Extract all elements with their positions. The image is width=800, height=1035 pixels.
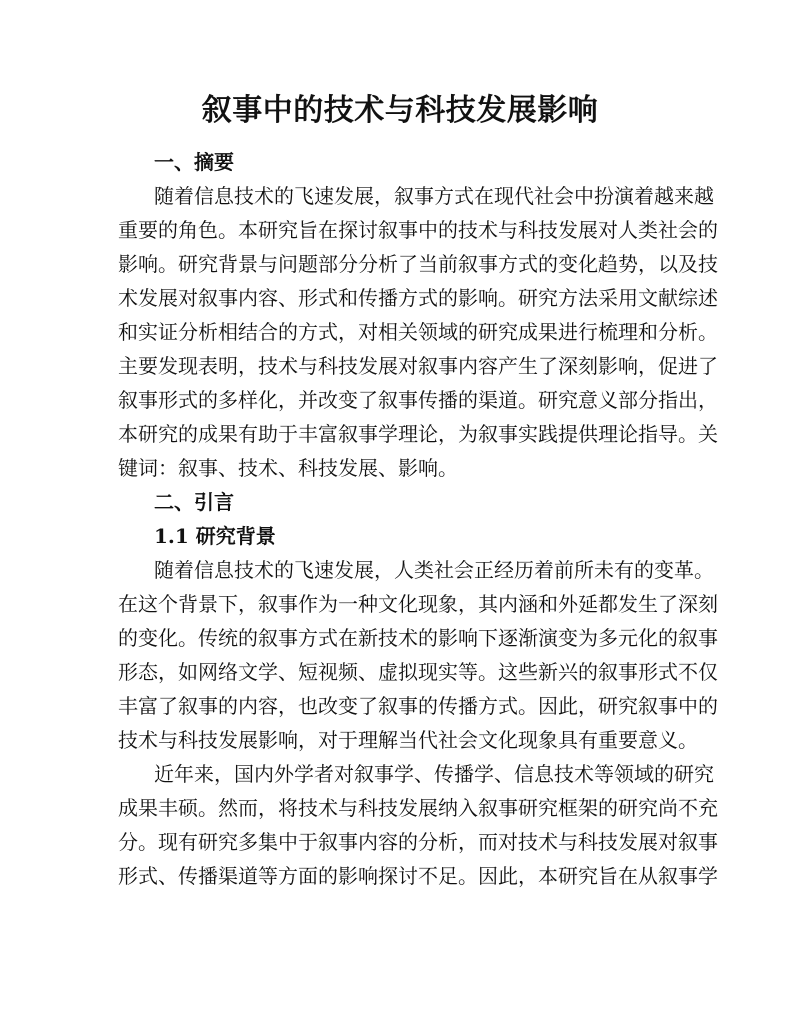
paragraph-line: 丰富了叙事的内容，也改变了叙事的传播方式。因此，研究叙事中的 (118, 694, 718, 718)
section-heading-abstract: 一、摘要 (154, 150, 234, 174)
document-title: 叙事中的技术与科技发展影响 (201, 93, 599, 128)
paragraph-line: 分。现有研究多集中于叙事内容的分析，而对技术与科技发展对叙事 (118, 830, 718, 854)
paragraph-line: 在这个背景下，叙事作为一种文化现象，其内涵和外延都发生了深刻 (118, 592, 718, 616)
background-paragraph-1 (118, 553, 718, 757)
section-heading-introduction: 二、引言 (154, 490, 234, 514)
abstract-paragraph (118, 179, 718, 485)
paragraph-line: 本研究的成果有助于丰富叙事学理论，为叙事实践提供理论指导。关 (118, 422, 718, 446)
paragraph-line: 影响。研究背景与问题部分分析了当前叙事方式的变化趋势，以及技 (118, 252, 718, 276)
background-paragraph-2 (118, 757, 718, 893)
paragraph-line: 随着信息技术的飞速发展，人类社会正经历着前所未有的变革。 (154, 558, 714, 582)
paragraph-line: 叙事形式的多样化，并改变了叙事传播的渠道。研究意义部分指出， (118, 388, 718, 412)
paragraph-line: 技术与科技发展影响，对于理解当代社会文化现象具有重要意义。 (118, 728, 698, 752)
paragraph-line: 主要发现表明，技术与科技发展对叙事内容产生了深刻影响，促进了 (118, 354, 718, 378)
paragraph-line: 形态，如网络文学、短视频、虚拟现实等。这些新兴的叙事形式不仅 (118, 660, 718, 684)
document-body (118, 145, 718, 893)
paragraph-line: 键词：叙事、技术、科技发展、影响。 (118, 456, 458, 480)
paragraph-line: 成果丰硕。然而，将技术与科技发展纳入叙事研究框架的研究尚不充 (118, 796, 718, 820)
paragraph-line: 和实证分析相结合的方式，对相关领域的研究成果进行梳理和分析。 (118, 320, 718, 344)
paragraph-line: 重要的角色。本研究旨在探讨叙事中的技术与科技发展对人类社会的 (118, 218, 718, 242)
paragraph-line: 的变化。传统的叙事方式在新技术的影响下逐渐演变为多元化的叙事 (118, 626, 718, 650)
paragraph-line: 术发展对叙事内容、形式和传播方式的影响。研究方法采用文献综述 (118, 286, 718, 310)
paragraph-line: 形式、传播渠道等方面的影响探讨不足。因此，本研究旨在从叙事学 (118, 864, 718, 888)
paragraph-line: 随着信息技术的飞速发展，叙事方式在现代社会中扮演着越来越 (154, 184, 714, 208)
paragraph-line: 近年来，国内外学者对叙事学、传播学、信息技术等领域的研究 (154, 762, 714, 786)
subsection-heading-research-background: 1.1 研究背景 (154, 524, 276, 548)
